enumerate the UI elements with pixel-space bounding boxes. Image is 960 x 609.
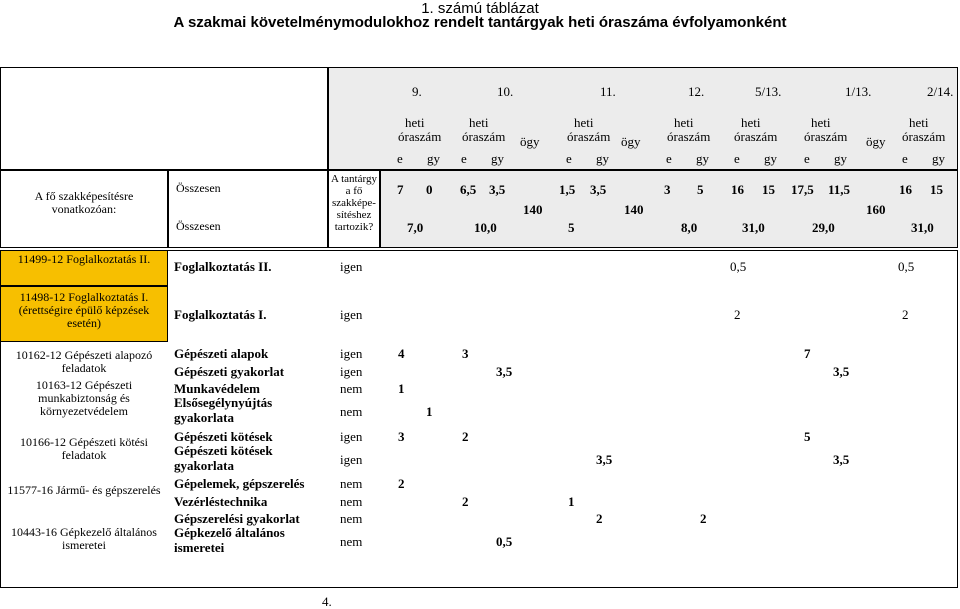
total-value: 3,5 (489, 182, 506, 197)
total-value: 15 (930, 182, 943, 197)
oraszam-label: óraszám (902, 129, 946, 144)
cell-value: 3,5 (596, 452, 613, 467)
cell-value: 3 (398, 429, 405, 444)
main-flag: igen (340, 346, 363, 361)
grade-label: 12. (688, 84, 705, 99)
cell-value: 2 (462, 494, 469, 509)
cell-value: 2 (462, 429, 469, 444)
module-11498-label: 11498-12 Foglalkoztatás I. (érettségire épülő képzések esetén) (18, 290, 150, 330)
cell-value: 1 (426, 404, 433, 419)
heti-label: heti (909, 115, 929, 130)
oraszam-label: óraszám (462, 129, 506, 144)
e-label: e (734, 151, 740, 166)
cell-value: 3,5 (496, 364, 513, 379)
grade-label: 2/14. (927, 84, 954, 99)
gy-label: gy (834, 151, 847, 166)
subject-name: Gépészeti gyakorlat (174, 364, 285, 379)
total-value: 16 (899, 182, 912, 197)
subject-name: Munkavédelem (174, 381, 260, 396)
table-caption: 1. számú táblázat (421, 0, 539, 17)
cell-value: 3,5 (833, 452, 850, 467)
cell-value: 0,5 (496, 534, 513, 549)
total-label-1: Összesen (176, 181, 221, 195)
total-value: 3,5 (590, 182, 607, 197)
cell-value: 2 (734, 307, 741, 322)
cell-value: 1 (398, 381, 405, 396)
module-10162-label: 10162-12 Gépészeti alapozó feladatok (15, 348, 153, 375)
grade-label: 10. (497, 84, 514, 99)
subject-foglalkoztatas-1: Foglalkoztatás I. (174, 307, 267, 322)
main-flag: igen (340, 429, 363, 444)
oraszam-label: óraszám (398, 129, 442, 144)
oraszam-label: óraszám (804, 129, 848, 144)
heti-label: heti (674, 115, 694, 130)
oraszam-label: óraszám (734, 129, 778, 144)
total-value: 1,5 (559, 182, 576, 197)
subject-name: Vezérléstechnika (174, 494, 268, 509)
summary-label: A fő szakképesítésre vonatkozóan: (34, 189, 134, 216)
e-label: e (666, 151, 672, 166)
cell-value: 2 (398, 476, 405, 491)
total-value: 29,0 (812, 220, 835, 235)
heti-label: heti (741, 115, 761, 130)
total-value: 5 (697, 182, 704, 197)
gy-label: gy (764, 151, 777, 166)
total-value: 6,5 (460, 182, 477, 197)
cell-value: 2 (902, 307, 909, 322)
gy-label: gy (696, 151, 709, 166)
ogy-total: 140 (624, 202, 644, 217)
total-value: 7,0 (407, 220, 424, 235)
total-value: 3 (664, 182, 671, 197)
cell-value: 2 (596, 511, 603, 526)
gy-label: gy (596, 151, 609, 166)
oraszam-label: óraszám (567, 129, 611, 144)
main-flag: nem (340, 381, 363, 396)
total-label-2: Összesen (176, 219, 221, 233)
grade-label: 1/13. (845, 84, 872, 99)
main-note: A tantárgy a fő szakképe-sítéshez tartozik? (331, 173, 377, 233)
module-11577-label: 11577-16 Jármű- és gépszerelés (7, 483, 161, 497)
cell-value: 0,5 (898, 259, 915, 274)
module-10443-label: 10443-16 Gépkezelő általános ismeretei (11, 525, 157, 552)
total-value: 15 (762, 182, 775, 197)
heti-label: heti (469, 115, 489, 130)
total-value: 7 (397, 182, 404, 197)
total-value: 11,5 (828, 182, 851, 197)
main-flag: igen (340, 364, 363, 379)
total-value: 17,5 (791, 182, 814, 197)
main-flag: nem (340, 494, 363, 509)
subject-name: Gépészeti kötések gyakorlata (174, 443, 273, 473)
main-flag: igen (340, 259, 363, 274)
e-label: e (397, 151, 403, 166)
total-value: 10,0 (474, 220, 497, 235)
grade-label: 5/13. (755, 84, 782, 99)
main-flag: nem (340, 511, 363, 526)
module-10163-label: 10163-12 Gépészeti munkabiztonság és környezetvédelem (35, 378, 133, 418)
total-value: 31,0 (911, 220, 934, 235)
ogy-label: ögy (621, 134, 641, 149)
ogy-total: 160 (866, 202, 886, 217)
total-value: 5 (568, 220, 575, 235)
subject-name: Gépészeti alapok (174, 346, 269, 361)
total-value: 31,0 (742, 220, 765, 235)
header-blank (0, 67, 328, 170)
total-value: 8,0 (681, 220, 698, 235)
subject-name: Gépkezelő általános ismeretei (174, 525, 285, 555)
cell-value: 3 (462, 346, 469, 361)
total-value: 16 (731, 182, 744, 197)
subject-foglalkoztatas-2: Foglalkoztatás II. (174, 259, 272, 274)
oraszam-label: óraszám (667, 129, 711, 144)
subject-name: Gépszerelési gyakorlat (174, 511, 300, 526)
heti-label: heti (574, 115, 594, 130)
ogy-total: 140 (523, 202, 543, 217)
cell-value: 1 (568, 494, 575, 509)
e-label: e (461, 151, 467, 166)
grade-label: 9. (412, 84, 422, 99)
cell-value: 2 (700, 511, 707, 526)
table-title: A szakmai követelménymodulokhoz rendelt tantárgyak heti óraszáma évfolyamonként (173, 14, 787, 31)
heti-label: heti (405, 115, 425, 130)
module-10166-label: 10166-12 Gépészeti kötési feladatok (20, 435, 148, 462)
main-flag: nem (340, 534, 363, 549)
main-flag: nem (340, 404, 363, 419)
ogy-label: ögy (866, 134, 886, 149)
total-value: 0 (426, 182, 433, 197)
grade-label: 11. (600, 84, 616, 99)
cell-value: 7 (804, 346, 811, 361)
main-flag: nem (340, 476, 363, 491)
e-label: e (902, 151, 908, 166)
gy-label: gy (932, 151, 945, 166)
cell-value: 4 (398, 346, 405, 361)
e-label: e (566, 151, 572, 166)
cell-value: 3,5 (833, 364, 850, 379)
main-flag: igen (340, 452, 363, 467)
subject-name: Gépészeti kötések (174, 429, 273, 444)
subject-name: Gépelemek, gépszerelés (174, 476, 305, 491)
gy-label: gy (427, 151, 440, 166)
gy-label: gy (491, 151, 504, 166)
module-11499-label: 11499-12 Foglalkoztatás II. (17, 252, 151, 266)
e-label: e (804, 151, 810, 166)
page-number: 4. (322, 594, 332, 609)
cell-value: 5 (804, 429, 811, 444)
heti-label: heti (811, 115, 831, 130)
ogy-label: ögy (520, 134, 540, 149)
subject-name: Elsősegélynyújtás gyakorlata (174, 395, 273, 425)
main-flag: igen (340, 307, 363, 322)
cell-value: 0,5 (730, 259, 747, 274)
